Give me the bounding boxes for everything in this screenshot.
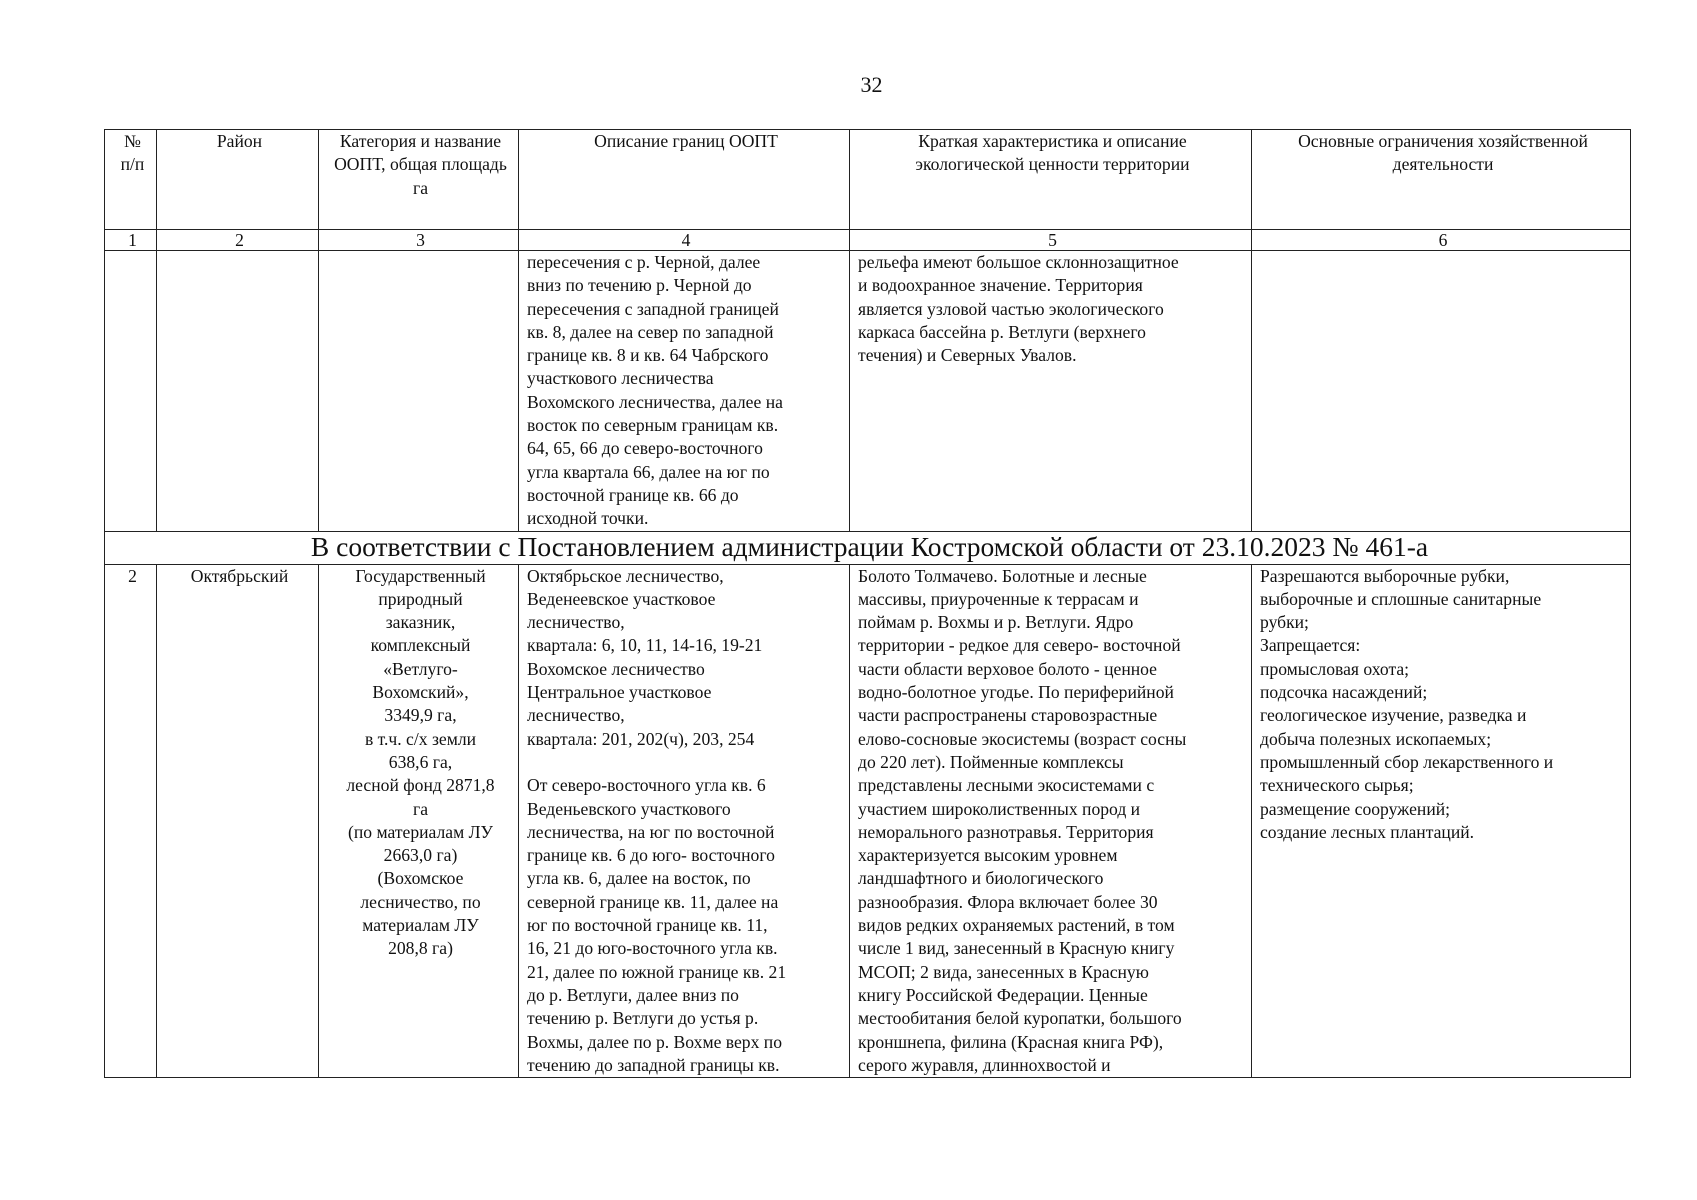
- column-number-row: [105, 230, 1631, 251]
- cell-restrictions: Разрешаются выборочные рубки, выборочные и сплошные санитарные рубки; Запрещается: промысловая охота; подсочка насаждений; геологическое изучение, разведка и добыча полезных ископаемых; промышленный сбор лекарственного и технического сырья; размещение сооружений; создание лесных плантаций.: [1252, 564, 1631, 1078]
- column-number: 6: [1252, 230, 1631, 251]
- cell-characteristics: рельефа имеют большое склоннозащитное и водоохранное значение. Территория является узловой частью экологического каркаса бассейна р. Ветлуги (верхнего течения) и Северных Увалов.: [850, 251, 1252, 532]
- cell-number: 2: [105, 564, 157, 1078]
- cell-category: [319, 251, 519, 532]
- cell-boundaries: пересечения с р. Черной, далее вниз по течению р. Черной до пересечения с западной границей кв. 8, далее на север по западной границе кв. 8 и кв. 64 Чабрского участкового лесничества Вохомского лесничества, далее на восток по северным границам кв. 64, 65, 66 до северо-восточного угла квартала 66, далее на юг по восточной границе кв. 66 до исходной точки.: [519, 251, 850, 532]
- section-row: [105, 531, 1631, 564]
- header-district: Район: [157, 130, 319, 230]
- column-number: 5: [850, 230, 1252, 251]
- cell-district: [157, 251, 319, 532]
- table-row: [105, 251, 1631, 532]
- cell-boundaries: Октябрьское лесничество, Веденеевское участковое лесничество, квартала: 6, 10, 11, 14-16, 19-21 Вохомское лесничество Центральное участковое лесничество, квартала: 201, 202(ч), 203, 254 От северо-восточного угла кв. 6 Веденьевского участкового лесничества, на юг по восточной границе кв. 6 до юго- восточного угла кв. 6, далее на восток, по северной границе кв. 11, далее на юг по восточной границе кв. 11, 16, 21 до юго-восточного угла кв. 21, далее по южной границе кв. 21 до р. Ветлуги, далее вниз по течению р. Ветлуги до устья р. Вохмы, далее по р. Вохме верх по течению до западной границы кв.: [519, 564, 850, 1078]
- column-number: 3: [319, 230, 519, 251]
- column-number: 4: [519, 230, 850, 251]
- table-row: [105, 564, 1631, 1078]
- column-number: 2: [157, 230, 319, 251]
- header-boundaries: Описание границ ООПТ: [519, 130, 850, 230]
- page-number: 32: [860, 72, 883, 97]
- cell-restrictions: [1252, 251, 1631, 532]
- header-category: Категория и название ООПТ, общая площадь га: [319, 130, 519, 230]
- table-header-row: [105, 130, 1631, 230]
- section-title: В соответствии с Постановлением администрации Костромской области от 23.10.2023 № 461-а: [105, 531, 1631, 564]
- header-restrictions: Основные ограничения хозяйственной деятельности: [1252, 130, 1631, 230]
- header-characteristics: Краткая характеристика и описание экологической ценности территории: [850, 130, 1252, 230]
- cell-category: Государственный природный заказник, комплексный «Ветлуго- Вохомский», 3349,9 га, в т.ч. с/х земли 638,6 га, лесной фонд 2871,8 га (по материалам ЛУ 2663,0 га) (Вохомское лесничество, по материалам ЛУ 208,8 га): [319, 564, 519, 1078]
- protected-areas-table: [104, 129, 1631, 1078]
- cell-number: [105, 251, 157, 532]
- cell-district: Октябрьский: [157, 564, 319, 1078]
- header-number: № п/п: [105, 130, 157, 230]
- column-number: 1: [105, 230, 157, 251]
- cell-characteristics: Болото Толмачево. Болотные и лесные массивы, приуроченные к террасам и поймам р. Вохмы и р. Ветлуги. Ядро территории - редкое для северо- восточной части области верховое болото - ценное водно-болотное угодье. По периферийной части распространены старовозрастные елово-сосновые экосистемы (возраст сосны до 220 лет). Пойменные комплексы представлены лесными экосистемами с участием широколиственных пород и неморального разнотравья. Территория характеризуется высоким уровнем ландшафтного и биологического разнообразия. Флора включает более 30 видов редких охраняемых растений, в том числе 1 вид, занесенный в Красную книгу МСОП; 2 вида, занесенных в Красную книгу Российской Федерации. Ценные местообитания белой куропатки, большого кроншнепа, филина (Красная книга РФ), серого журавля, длиннохвостой и: [850, 564, 1252, 1078]
